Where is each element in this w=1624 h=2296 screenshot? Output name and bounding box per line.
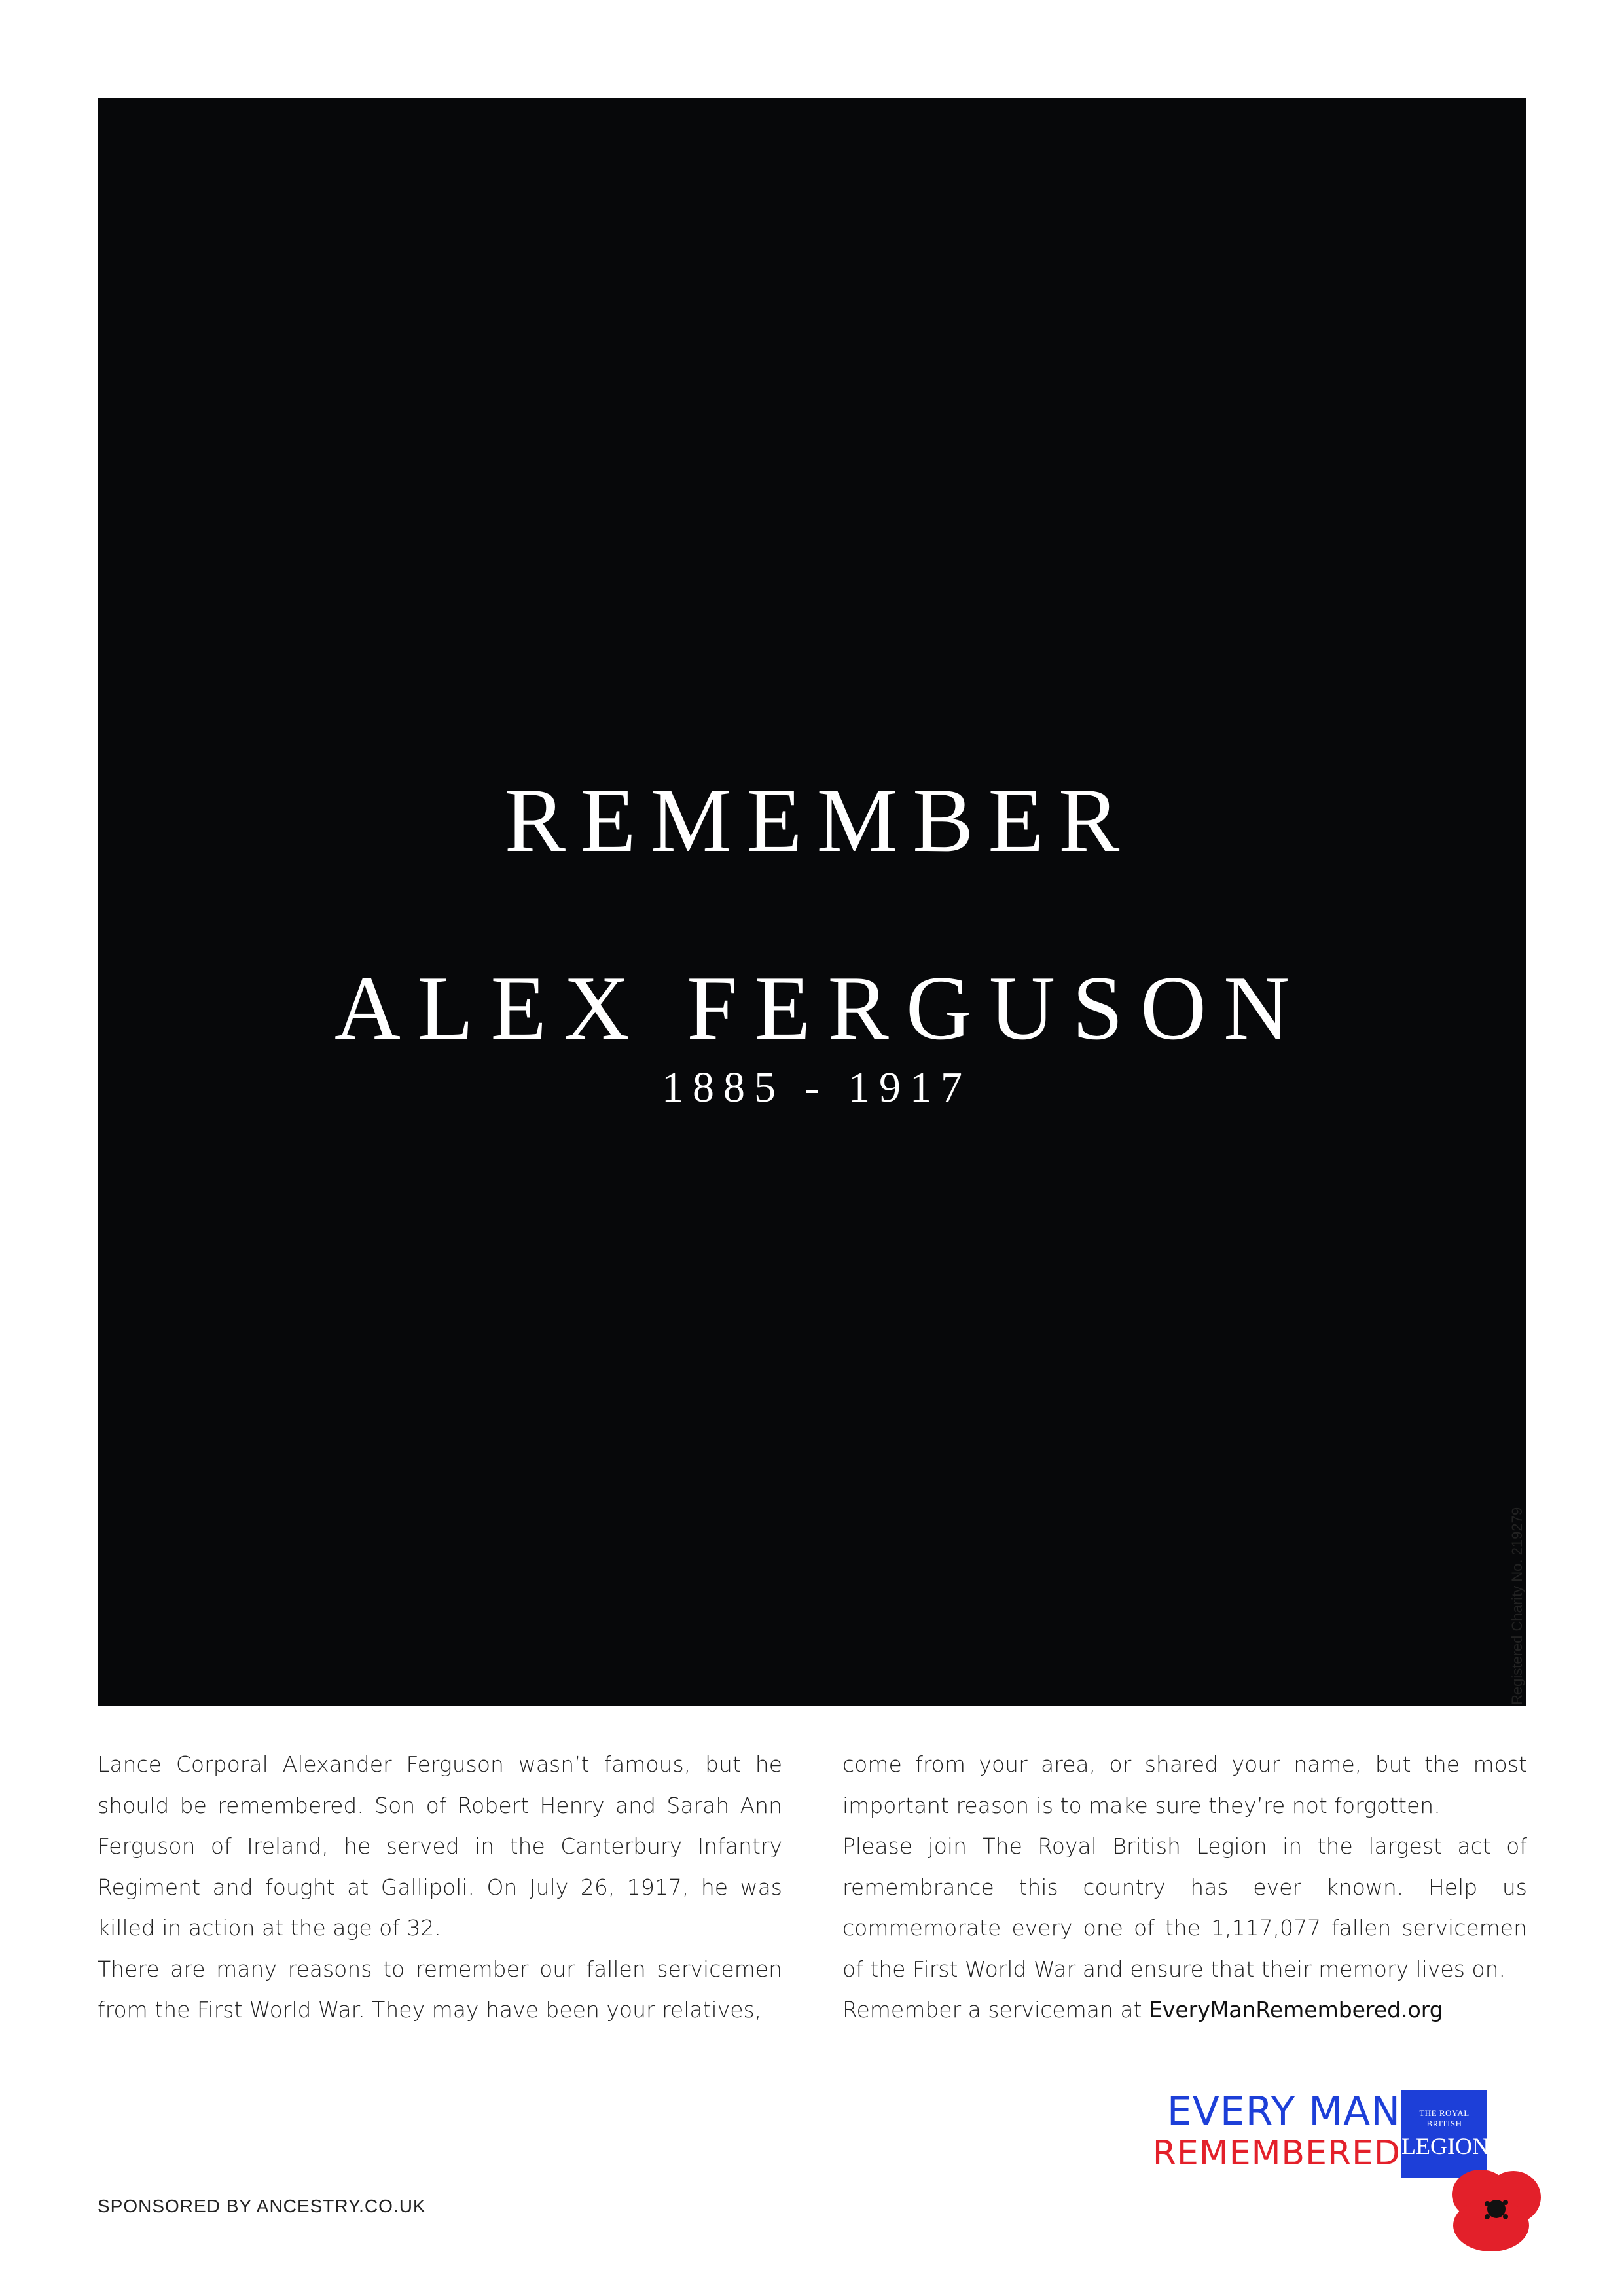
logo-line-remembered: REMEMBERED <box>1152 2134 1401 2173</box>
body-column-right <box>842 1744 1527 2031</box>
body-column-left <box>98 1744 782 2031</box>
body-paragraph: come from your area, or shared your name, but the most important reason is to make sure they’re not forgotten. <box>842 1751 1527 1818</box>
body-paragraph: Lance Corporal Alexander Ferguson wasn’t famous, but he should be remembered. Son of Robert Henry and Sarah Ann Ferguson of Ireland, he served in the Canterbury Infantry Regiment and fought at Gallipoli. On July 26, 1917, he was killed in action at the age of 32. <box>98 1751 782 1941</box>
website-link[interactable]: EveryManRemembered.org <box>1149 1997 1443 2022</box>
legion-logo-text: LEGION <box>1401 2133 1489 2159</box>
logo-line-every-man: EVERY MAN <box>1166 2089 1401 2134</box>
call-to-action <box>842 1990 1527 2031</box>
headline-remember: REMEMBER <box>504 770 1134 871</box>
charity-number: Registered Charity No. 219279 <box>1509 1507 1525 1705</box>
call-to-action-text: Remember a serviceman at <box>842 1997 1149 2022</box>
memorial-panel <box>98 98 1526 1706</box>
every-man-remembered-logo <box>1126 2090 1401 2174</box>
legion-logo-small-text: THE ROYAL BRITISH <box>1419 2108 1470 2128</box>
poppy-icon <box>1440 2163 1551 2255</box>
body-paragraph: Please join The Royal British Legion in the largest act of remembrance this country has ever known. Help us commemorate every one of the 1,117,077 fallen servicemen of the First World War and ensure that their memory lives on. <box>842 1833 1527 1982</box>
body-paragraph: There are many reasons to remember our fallen servicemen from the First World War. They may have been your relatives, <box>98 1956 782 2022</box>
life-years: 1885 - 1917 <box>662 1064 971 1111</box>
headline-name: ALEX FERGUSON <box>334 958 1307 1059</box>
sponsor-line: SPONSORED BY ANCESTRY.CO.UK <box>98 2196 426 2216</box>
